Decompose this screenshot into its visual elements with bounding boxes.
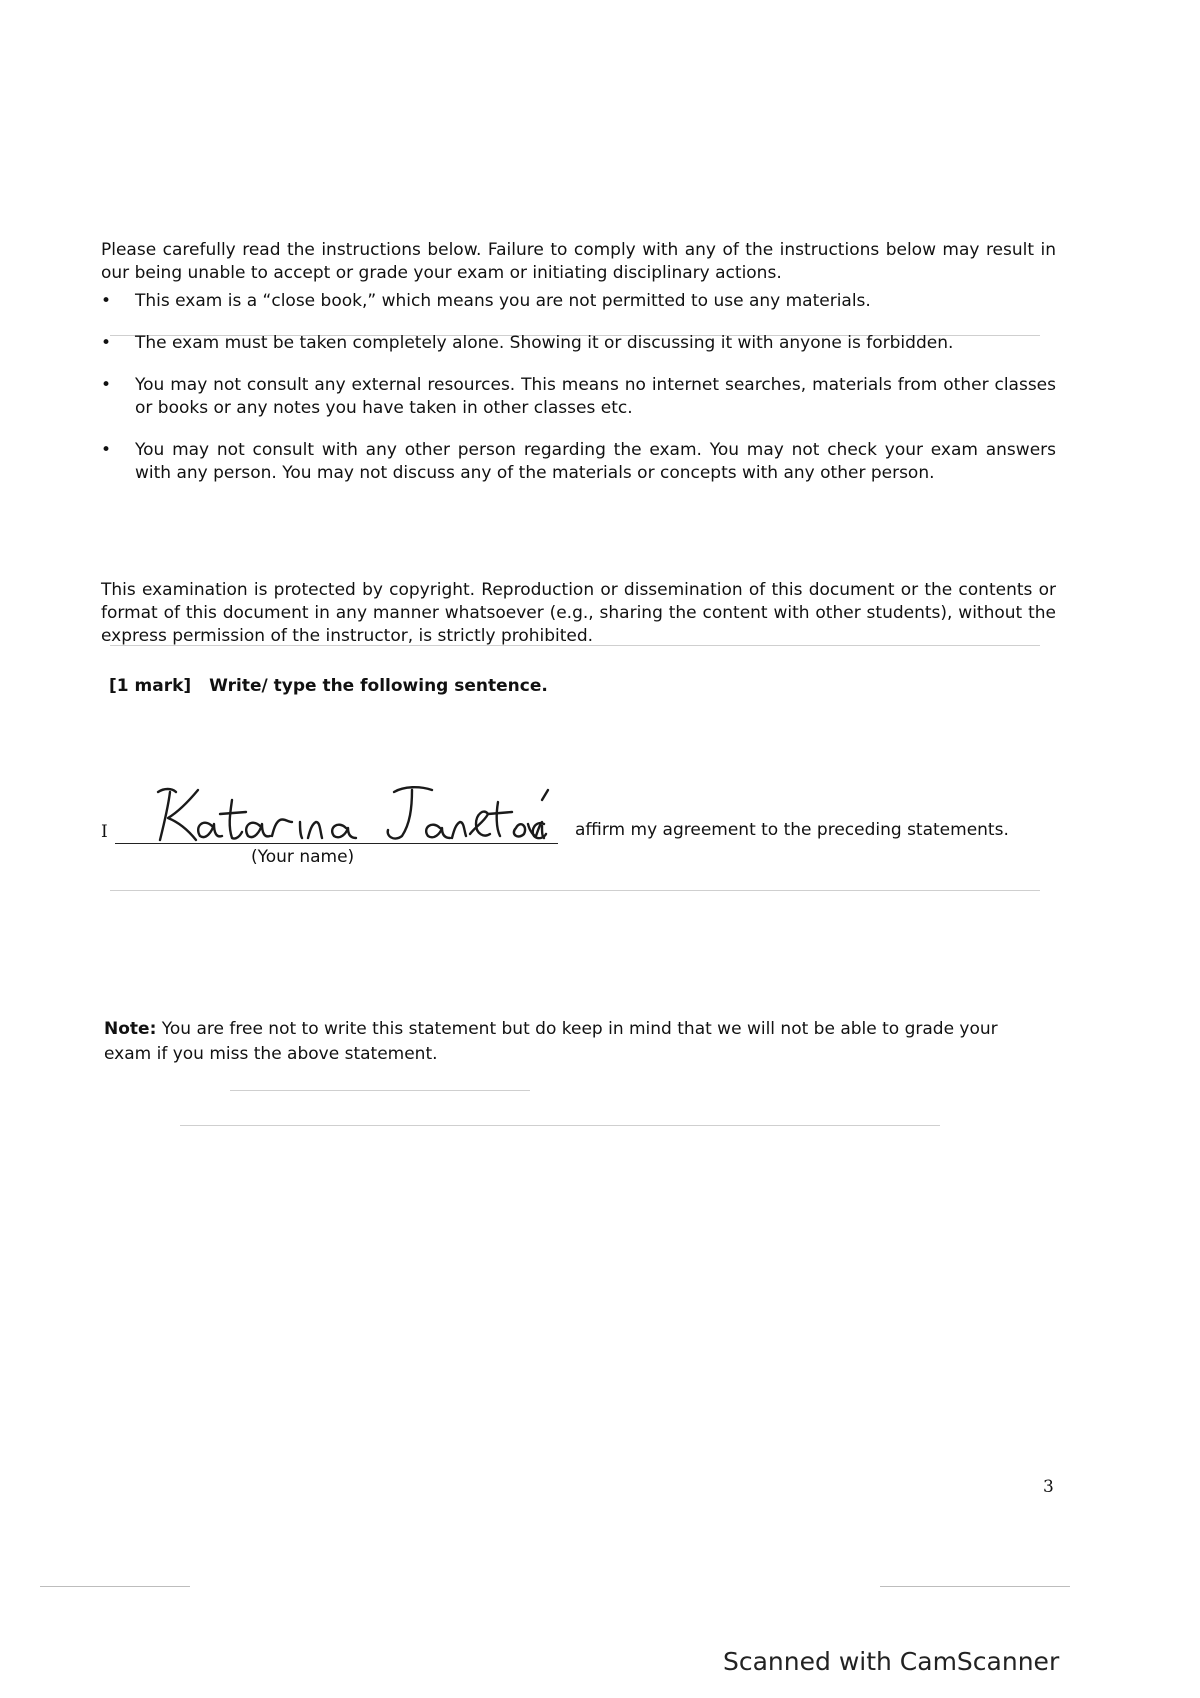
rule-item xyxy=(101,374,1056,420)
statement-prefix: I xyxy=(101,822,108,842)
rule-item xyxy=(101,332,1056,355)
rule-text: This exam is a “close book,” which means you are not permitted to use any materials. xyxy=(135,291,871,311)
rule-item xyxy=(101,439,1056,485)
page-number: 3 xyxy=(1043,1477,1054,1497)
bullet-icon: • xyxy=(101,333,112,353)
bleed-through-rule xyxy=(180,1125,940,1126)
note-text: You are free not to write this statement but do keep in mind that we will not be able to grade your exam if you miss the above statement. xyxy=(104,1019,998,1064)
signature-caption: (Your name) xyxy=(251,847,355,867)
rule-text: The exam must be taken completely alone. Showing it or discussing it with anyone is forbidden. xyxy=(135,333,954,353)
instruction-heading xyxy=(109,676,548,696)
note-label: Note: xyxy=(104,1019,157,1039)
copyright-notice: This examination is protected by copyright. Reproduction or dissemination of this document or the contents or format of this document in any manner whatsoever (e.g., sharing the content with other students), without the express permission of the instructor, is strictly prohibited. xyxy=(101,580,1056,646)
mark-value: [1 mark] xyxy=(109,676,192,696)
bleed-through-rule xyxy=(230,1090,530,1091)
handwritten-signature xyxy=(150,778,550,844)
rule-item xyxy=(101,290,1056,313)
camscanner-watermark: Scanned with CamScanner xyxy=(723,1647,1060,1676)
note-paragraph xyxy=(104,1017,1039,1067)
rules-list xyxy=(101,290,1056,504)
scan-edge-rule xyxy=(40,1586,190,1587)
rule-text: You may not consult any external resources. This means no internet searches, materials from other classes or books or any notes you have taken in other classes etc. xyxy=(135,375,1056,418)
bullet-icon: • xyxy=(101,440,112,460)
statement-suffix: affirm my agreement to the preceding statements. xyxy=(575,820,1009,840)
instructions-intro: Please carefully read the instructions below. Failure to comply with any of the instructions below may result in our being unable to accept or grade your exam or initiating disciplinary actions. xyxy=(101,240,1056,283)
bleed-through-rule xyxy=(110,890,1040,891)
scan-edge-rule xyxy=(880,1586,1070,1587)
bullet-icon: • xyxy=(101,291,112,311)
rule-text: You may not consult with any other person regarding the exam. You may not check your exam answers with any person. You may not discuss any of the materials or concepts with any other person. xyxy=(135,440,1056,483)
instruction-text: Write/ type the following sentence. xyxy=(209,676,548,696)
bullet-icon: • xyxy=(101,375,112,395)
